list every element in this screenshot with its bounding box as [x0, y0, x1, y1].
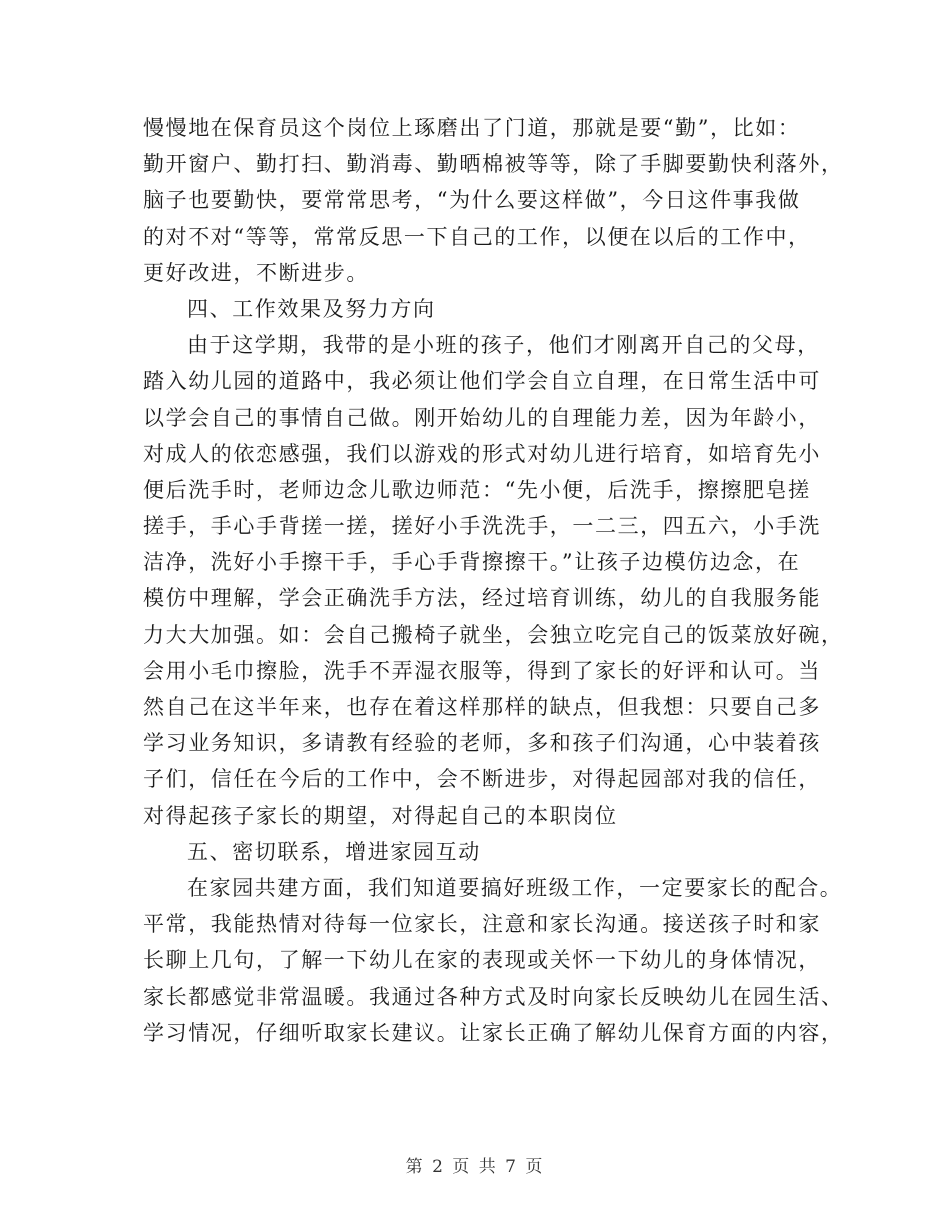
text-line: 以学会自己的事情自己做。刚开始幼儿的自理能力差，因为年龄小，	[143, 405, 821, 430]
document-body	[143, 110, 844, 1051]
text-line: 勤开窗户、勤打扫、勤消毒、勤晒棉被等等，除了手脚要勤快利落外，	[143, 152, 844, 177]
text-line: 学习情况，仔细听取家长建议。让家长正确了解幼儿保育方面的内容，	[143, 1020, 844, 1045]
page-number-footer: 第 2 页 共 7 页	[405, 1157, 545, 1177]
text-line: 更好改进，不断进步。	[143, 260, 369, 285]
section-heading-5: 五、密切联系，增进家园互动	[187, 839, 481, 864]
text-line: 踏入幼儿园的道路中，我必须让他们学会自立自理，在日常生活中可	[143, 369, 821, 394]
text-line: 会用小毛巾擦脸，洗手不弄湿衣服等，得到了家长的好评和认可。当	[143, 658, 821, 683]
text-line: 便后洗手时，老师边念儿歌边师范：“先小便，后洗手，擦擦肥皂搓	[143, 477, 811, 502]
text-line: 对成人的依恋感强，我们以游戏的形式对幼儿进行培育，如培育先小	[143, 441, 821, 466]
text-line: 家长都感觉非常温暖。我通过各种方式及时向家长反映幼儿在园生活、	[143, 984, 844, 1009]
section-heading-4: 四、工作效果及努力方向	[187, 296, 436, 321]
text-line: 对得起孩子家长的期望，对得起自己的本职岗位	[143, 803, 618, 828]
text-line: 脑子也要勤快，要常常思考，“为什么要这样做”，今日这件事我做	[143, 188, 801, 213]
text-line: 力大大加强。如：会自己搬椅子就坐，会独立吃完自己的饭菜放好碗，	[143, 622, 844, 647]
text-line: 长聊上几句，了解一下幼儿在家的表现或关怀一下幼儿的身体情况，	[143, 948, 821, 973]
text-line: 的对不对“等等，常常反思一下自己的工作，以便在以后的工作中，	[143, 224, 811, 249]
text-line: 搓手，手心手背搓一搓，搓好小手洗洗手，一二三，四五六，小手洗	[143, 514, 821, 539]
text-line: 子们，信任在今后的工作中，会不断进步，对得起园部对我的信任，	[143, 767, 821, 792]
text-line: 然自己在这半年来，也存在着这样那样的缺点，但我想：只要自己多	[143, 695, 821, 719]
text-line: 平常，我能热情对待每一位家长，注意和家长沟通。接送孩子时和家	[143, 912, 821, 937]
text-line: 慢慢地在保育员这个岗位上琢磨出了门道，那就是要“勤”，比如：	[143, 116, 801, 140]
text-line: 模仿中理解，学会正确洗手方法，经过培育训练，幼儿的自我服务能	[143, 586, 821, 611]
text-line: 洁净，洗好小手擦干手，手心手背擦擦干。”让孩子边模仿边念，在	[143, 550, 801, 575]
paragraph-start: 在家园共建方面，我们知道要搞好班级工作，一定要家长的配合。	[187, 875, 843, 900]
paragraph-start: 由于这学期，我带的是小班的孩子，他们才刚离开自己的父母，	[187, 333, 820, 358]
text-line: 学习业务知识，多请教有经验的老师，多和孩子们沟通，心中装着孩	[143, 731, 821, 756]
